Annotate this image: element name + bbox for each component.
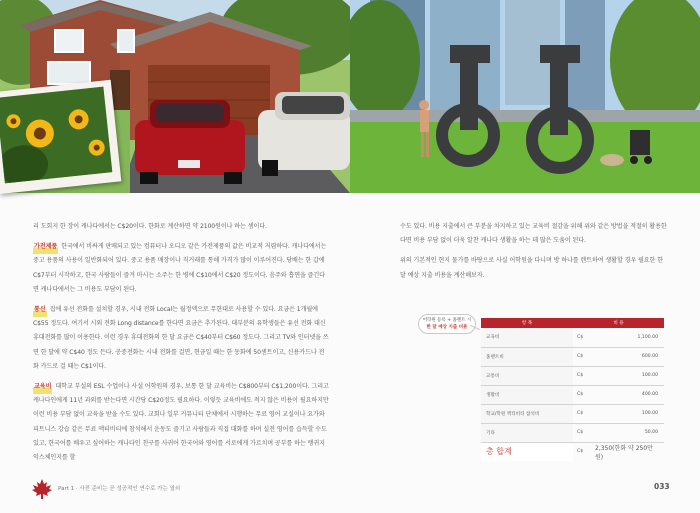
sunflower-photo — [0, 87, 112, 184]
section-education — [33, 380, 329, 465]
row-amount: 1,100.00 — [587, 328, 664, 347]
expense-callout — [418, 314, 476, 334]
row-item: 학교/학원 액티비티 참석비 — [481, 404, 573, 423]
text-appliances: 한국에서 비싸게 판매되고 있는 컴퓨터나 오디오 같은 가전제품의 값은 비교적 저렴하다. 캐나다에서는 중고 용품의 사용이 일반화되어 있다. 중고 용품 매장이나 직거래를 통해 가격가 많이 이루어진다. 당배는 한 갑에 C$7부터 시작하고, 한국 사람들이 즐겨 마시는 소주는 한 병에 C$10에서 C$20 정도이다. 음주와 흡연을 즐긴다면 캐나다에서는 그 비용도 부담이 된다. — [33, 243, 327, 293]
callout-line-2: 한 달 예상 지출 비용 — [426, 325, 468, 330]
table-row — [481, 385, 664, 404]
right-column — [400, 220, 668, 289]
callout-line-1: 어학원 등록 + 홈렌트 시 — [422, 318, 472, 323]
left-intro: 리 도회지 한 장이 캐나다에서는 C$20이다. 한화로 계산하면 약 2100원이나 하는 셈이다. — [33, 223, 267, 230]
section-telecom — [33, 303, 329, 374]
text-education: 대학교 부설의 ESL 수업이나 사설 어학원의 경우, 보통 한 달 교육비는 C$800부터 C$1,200이다. 그리고 캐나다인에게 11년 과외를 받는다면 시간당 C$20정도 필요하다. 이렇듯 교육비에도 적지 않은 비용이 필요하지만 이런 비용 부담 없이 교육을 받을 수도 있다. 교회나 일부 커뮤니티 단체에서 시행하는 무료 영어 교실이나 요가와 피트니스 강습 같은 무료 액티비티에 참석해서 운동도 즐기고 사람들과 직접 대화를 하며 실전 영어를 습득할 수도 있고, 한국어를 배우고 싶어하는 캐나다인 친구를 사귀어 한국어와 영어를 서로에게 가르치며 공부를 하는 랭귀지 익스체인지를 할 — [33, 383, 329, 462]
row-amount: 600.00 — [587, 347, 664, 366]
sunflower-polaroid — [0, 80, 121, 194]
table-header-row — [481, 318, 664, 328]
tag-appliances: 가전제품 — [33, 240, 58, 254]
row-amount: 50.00 — [587, 423, 664, 442]
table-row — [481, 423, 664, 442]
table-row — [481, 347, 664, 366]
row-currency: C$ — [573, 328, 587, 347]
row-amount: 100.00 — [587, 366, 664, 385]
row-item: 기타 — [481, 423, 573, 442]
row-amount: 100.00 — [587, 404, 664, 423]
footer-caption: Part 1 · 사전 준비는 곧 성공적인 연수로 가는 열쇠 — [58, 486, 181, 492]
table-row — [481, 328, 664, 347]
page-number: 033 — [654, 482, 670, 491]
row-currency: C$ — [573, 385, 587, 404]
total-label: 총 합계 — [481, 442, 573, 461]
text-telecom: 집에 유선 전화를 설치할 경우, 시내 전화 Local는 월정액으로 무한대로 사용할 수 있다. 요금은 1개월에 C$55 정도다. 여기서 시외 전화 Long distance를 한다면 요금은 추가된다. 대부분의 유학생들은 유선 전화 대신 휴대전화를 많이 이용한다. 이런 경우 휴대전화의 한 달 요금은 C$40부터 C$60 정도다. 그리고 TV와 인터넷을 쓰면 한 달에 약 C$40 정도 든다. 공중전화는 시내 전화를 걸면, 현금일 때는 한 동화에 50센트이고, 신용카드나 전화 카드로 걸 때는 C$1이다. — [33, 306, 329, 370]
table-total-row — [481, 442, 664, 461]
tag-telecom: 통신 — [33, 303, 47, 317]
table-row — [481, 404, 664, 423]
total-amount: 2,350(한화 약 250만원) — [595, 444, 653, 461]
row-currency: C$ — [573, 423, 587, 442]
sunflower-illustration — [0, 87, 112, 184]
row-currency: C$ — [573, 404, 587, 423]
right-paragraph-1: 수도 있다. 비용 지출에서 큰 부분을 차지하고 있는 교육비 절감을 위해 위와 같은 방법을 적절히 활용한다면 비용 부담 없이 더욱 알찬 캐나다 생활을 하는 데 많은 도움이 된다. — [400, 223, 667, 245]
header-item: 항 목 — [481, 318, 573, 328]
tag-education: 교육비 — [33, 380, 52, 394]
right-paragraph-2: 위의 기본적인 현지 물가를 바탕으로 사실 어학원을 다니며 방 하나를 렌트하여 생활할 경우 필요한 한 달 예상 지출 비용을 계산해보자. — [400, 257, 663, 279]
row-item: 홈렌트비 — [481, 347, 573, 366]
section-appliances — [33, 240, 329, 297]
row-currency: C$ — [573, 347, 587, 366]
park-photo — [350, 0, 700, 193]
total-currency: C$ — [577, 449, 584, 455]
left-column — [33, 220, 329, 471]
row-item: 생활비 — [481, 385, 573, 404]
header-cost: 비 용 — [573, 318, 664, 328]
table-row — [481, 366, 664, 385]
row-amount: 400.00 — [587, 385, 664, 404]
row-item: 교육비 — [481, 328, 573, 347]
park-illustration — [350, 0, 700, 193]
row-currency: C$ — [573, 366, 587, 385]
row-item: 교통비 — [481, 366, 573, 385]
maple-leaf-icon — [31, 478, 53, 500]
monthly-cost-table — [481, 318, 664, 461]
